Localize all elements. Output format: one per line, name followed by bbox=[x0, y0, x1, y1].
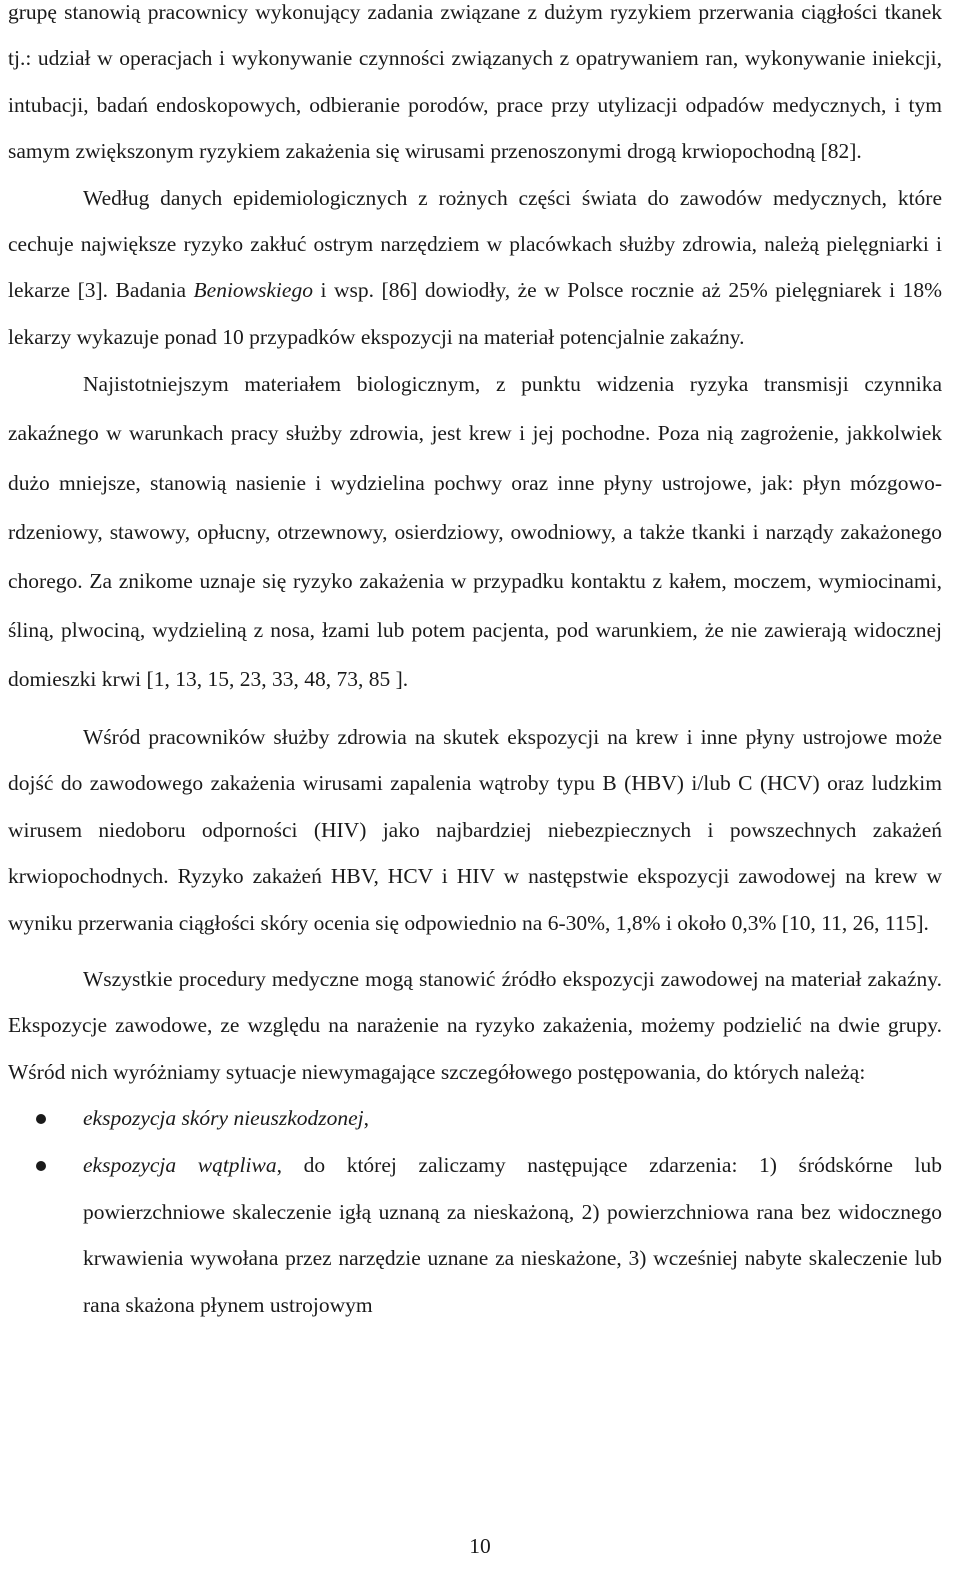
bullet-icon bbox=[36, 1161, 46, 1171]
paragraph-5-text: Wszystkie procedury medyczne mogą stanowić źródło ekspozycji zawodowej na materiał zakaźny. Ekspozycje zawodowe, ze względu na narażenie na ryzyko zakażenia, możemy podzielić na dwie grupy. Wśród nich wyróżniamy sytuacje niewymagające szczegółowego postępowania, do których należą: bbox=[8, 966, 942, 1084]
text-block-middle bbox=[8, 360, 942, 704]
bullet-rest: , bbox=[363, 1106, 369, 1131]
paragraph-2-after: i wsp. [86] dowiodły, że w Polsce rocznie aż 25% pielęgniarek i 18% lekarzy wykazuje ponad 10 przypadków ekspozycji na materiał potencjalnie zakaźny. bbox=[8, 278, 942, 349]
paragraph-2 bbox=[8, 175, 942, 361]
bullet-term: ekspozycja skóry nieuszkodzonej bbox=[83, 1106, 364, 1131]
paragraph-5 bbox=[8, 956, 942, 1096]
list-item bbox=[8, 1142, 942, 1328]
bullet-term: ekspozycja wątpliwa bbox=[83, 1153, 277, 1178]
text-block-bottom bbox=[8, 714, 942, 1329]
paragraph-4-text: Wśród pracowników służby zdrowia na skutek ekspozycji na krew i inne płyny ustrojowe może dojść do zawodowego zakażenia wirusami zapalenia wątroby typu B (HBV) i/lub C (HCV) oraz ludzkim wirusem niedoboru odporności (HIV) jako najbardziej niebezpiecznych i powszechnych zakażeń krwiopochodnych. Ryzyko zakażeń HBV, HCV i HIV w następstwie ekspozycji zawodowej na krew w wyniku przerwania ciągłości skóry ocenia się odpowiednio na 6-30%, 1,8% i około 0,3% [10, 11, 26, 115]. bbox=[8, 724, 942, 936]
text-block-top bbox=[8, 0, 942, 360]
list-item bbox=[8, 1095, 942, 1142]
paragraph-3 bbox=[8, 360, 942, 704]
paragraph-2-before: Według danych epidemiologicznych z rożnych części świata do zawodów medycznych, które cechuje największe ryzyko zakłuć ostrym narzędziem w placówkach służby zdrowia, należą pielęgniarki i lekarze [3]. Badania bbox=[8, 185, 942, 303]
paragraph-4 bbox=[8, 714, 942, 947]
bullet-icon bbox=[36, 1114, 46, 1124]
bullet-rest: , do której zaliczamy następujące zdarzenia: 1) śródskórne lub powierzchniowe skaleczenie igłą uznaną za nieskażoną, 2) powierzchniowa rana bez widocznego krwawienia wywołana przez narzędzie uznane za nieskażone, 3) wcześniej nabyte skaleczenie lub rana skażona płynem ustrojowym bbox=[83, 1153, 942, 1317]
bullet-list bbox=[8, 1095, 942, 1328]
page-number: 10 bbox=[469, 1534, 491, 1558]
paragraph-2-author: Beniowskiego bbox=[193, 278, 313, 303]
paragraph-1-text: grupę stanowią pracownicy wykonujący zadania związane z dużym ryzykiem przerwania ciągłości tkanek tj.: udział w operacjach i wykonywanie czynności związanych z opatrywaniem ran, wykonywanie iniekcji, intubacji, badań endoskopowych, odbieranie porodów, prace przy utylizacji odpadów medycznych, i tym samym zwiększonym ryzykiem zakażenia się wirusami przenoszonymi drogą krwiopochodną [82]. bbox=[8, 0, 942, 164]
paragraph-1 bbox=[8, 0, 942, 175]
paragraph-3-text: Najistotniejszym materiałem biologicznym, z punktu widzenia ryzyka transmisji czynnika zakaźnego w warunkach pracy służby zdrowia, jest krew i jej pochodne. Poza nią zagrożenie, jakkolwiek dużo mniejsze, stanowią nasienie i wydzielina pochwy oraz inne płyny ustrojowe, jak: płyn mózgowo-rdzeniowy, stawowy, opłucny, otrzewnowy, osierdziowy, owodniowy, a także tkanki i narządy zakażonego chorego. Za znikome uznaje się ryzyko zakażenia w przypadku kontaktu z kałem, moczem, wymiocinami, śliną, plwociną, wydzieliną z nosa, łzami lub potem pacjenta, pod warunkiem, że nie zawierają widocznej domieszki krwi [1, 13, 15, 23, 33, 48, 73, 85 ]. bbox=[8, 372, 942, 692]
